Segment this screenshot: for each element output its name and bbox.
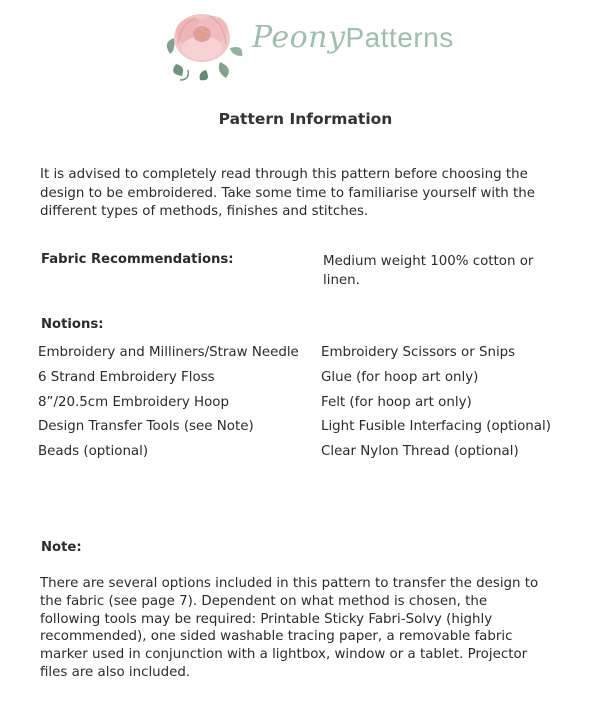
notion-item: Beads (optional) bbox=[38, 444, 149, 460]
brand-logo bbox=[160, 4, 454, 82]
page-title: Pattern Information bbox=[218, 110, 393, 128]
peony-flower-icon bbox=[160, 4, 252, 82]
intro-paragraph: It is advised to completely read through this pattern before choosing the design to be embroidered. Take some time to familiarise yourself with the different types of methods, finishes and stitches. bbox=[40, 167, 536, 219]
brand-name-peony: Peony bbox=[252, 20, 346, 55]
notion-item: 8”/20.5cm Embroidery Hoop bbox=[38, 394, 229, 410]
notion-item: Glue (for hoop art only) bbox=[321, 369, 479, 385]
note-paragraph: There are several options included in this pattern to transfer the design to the fabric (see page 7). Dependent on what method is chosen, the following tools may be required: Printable Sticky Fabri-Solvy (highly recommended), one sided washable tracing paper, a removable fabric marker used in conjunction with a lightbox, window or a tablet. Projector files are also included. bbox=[40, 576, 539, 680]
brand-name-patterns: Patterns bbox=[345, 22, 454, 53]
notions-row bbox=[38, 395, 598, 420]
note-label: Note: bbox=[41, 540, 82, 555]
notion-item: Felt (for hoop art only) bbox=[321, 394, 472, 410]
notions-row bbox=[38, 419, 598, 444]
notion-item: Design Transfer Tools (see Note) bbox=[38, 419, 254, 435]
brand-wordmark bbox=[252, 20, 454, 55]
notions-row bbox=[38, 345, 598, 370]
fabric-recommendations-label: Fabric Recommendations: bbox=[41, 252, 234, 267]
notions-row bbox=[38, 370, 598, 395]
fabric-recommendations-value: Medium weight 100% cotton or linen. bbox=[323, 254, 534, 288]
notion-item: Embroidery and Milliners/Straw Needle bbox=[38, 345, 299, 360]
notions-label: Notions: bbox=[41, 317, 104, 332]
notions-list bbox=[38, 345, 598, 469]
notions-row bbox=[38, 444, 598, 469]
notion-item: Clear Nylon Thread (optional) bbox=[321, 444, 519, 460]
notion-item: Embroidery Scissors or Snips bbox=[321, 345, 516, 360]
notion-item: 6 Strand Embroidery Floss bbox=[38, 369, 215, 385]
notion-item: Light Fusible Interfacing (optional) bbox=[321, 419, 551, 435]
